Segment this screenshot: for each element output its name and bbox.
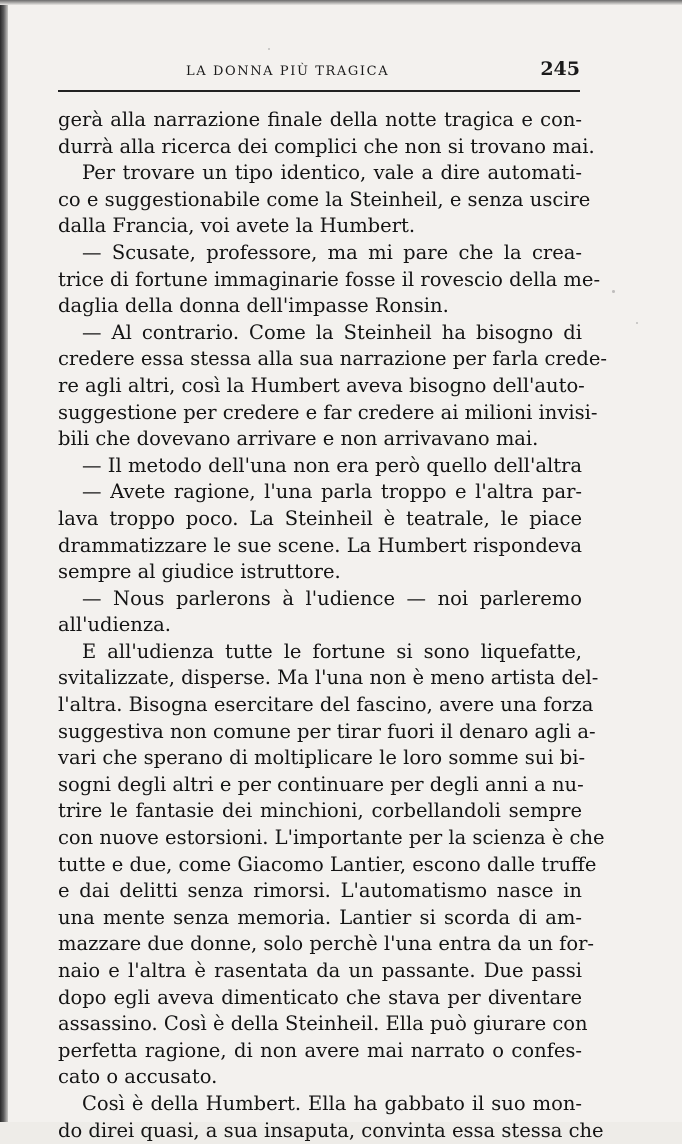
text-line: suggestione per credere e far credere ai milioni invisi- xyxy=(58,400,598,424)
text-line: drammatizzare le sue scene. La Humbert rispondeva xyxy=(58,533,582,557)
text-line: do direi quasi, a sua insaputa, convinta essa stessa che xyxy=(58,1118,604,1142)
text-line: sogni degli altri e per continuare per degli anni a nu- xyxy=(58,772,584,796)
text-line: all'udienza. xyxy=(58,613,171,637)
text-line: l'altra. Bisogna esercitare del fascino, avere una forza xyxy=(58,693,594,717)
paper-speck xyxy=(636,322,638,324)
text-line: dalla Francia, voi avete la Humbert. xyxy=(58,214,416,238)
text-line: E all'udienza tutte le fortune si sono liquefatte, xyxy=(82,639,582,663)
text-line: daglia della donna dell'impasse Ronsin. xyxy=(58,294,449,318)
text-line: — Nous parlerons à l'udience — noi parleremo xyxy=(82,586,582,610)
text-line: gerà alla narrazione finale della notte tragica e con- xyxy=(58,108,582,131)
text-line: vari che sperano di moltiplicare le loro somme sui bi- xyxy=(58,746,586,770)
paper-speck xyxy=(268,48,270,50)
text-line: durrà alla ricerca dei complici che non si trovano mai. xyxy=(58,134,595,158)
page-binding-edge xyxy=(0,0,8,1122)
paper-speck xyxy=(612,290,615,293)
text-line: perfetta ragione, di non avere mai narrato o confes- xyxy=(58,1038,582,1062)
page-header xyxy=(58,58,580,88)
text-line: con nuove estorsioni. L'importante per la scienza è che xyxy=(58,826,605,850)
page-number: 245 xyxy=(540,58,580,80)
running-title: LA DONNA PIÙ TRAGICA xyxy=(186,64,390,79)
body-text xyxy=(58,107,607,1144)
text-line: — Il metodo dell'una non era però quello dell'altra xyxy=(82,453,582,477)
text-line: — Avete ragione, l'una parla troppo e l'altra par- xyxy=(82,480,582,504)
text-line: tutte e due, come Giacomo Lantier, escono dalle truffe xyxy=(58,852,597,876)
text-line: credere essa stessa alla sua narrazione per farla crede- xyxy=(58,347,607,371)
text-line: sempre al giudice istruttore. xyxy=(58,560,341,584)
text-line: — Scusate, professore, ma mi pare che la crea- xyxy=(82,240,582,264)
text-line: re agli altri, così la Humbert aveva bisogno dell'auto- xyxy=(58,373,585,397)
text-line: mazzare due donne, solo perchè l'una entra da un for- xyxy=(58,932,595,956)
header-rule xyxy=(58,90,580,92)
text-line: cato o accusato. xyxy=(58,1065,218,1089)
text-line: lava troppo poco. La Steinheil è teatrale, le piace xyxy=(58,506,582,530)
text-line: trire le fantasie dei minchioni, corbellandoli sempre xyxy=(58,799,582,823)
text-line: bili che dovevano arrivare e non arrivavano mai. xyxy=(58,427,539,451)
text-line: svitalizzate, disperse. Ma l'una non è meno artista del- xyxy=(58,666,599,690)
text-line: assassino. Così è della Steinheil. Ella può giurare con xyxy=(58,1012,588,1036)
text-line: Così è della Humbert. Ella ha gabbato il suo mon- xyxy=(82,1091,582,1115)
text-line: e dai delitti senza rimorsi. L'automatismo nasce in xyxy=(58,879,582,903)
text-line: Per trovare un tipo identico, vale a dire automati- xyxy=(82,161,582,185)
text-line: dopo egli aveva dimenticato che stava per diventare xyxy=(58,985,582,1009)
text-line: naio e l'altra è rasentata da un passante. Due passi xyxy=(58,959,582,982)
text-line: suggestiva non comune per tirar fuori il denaro agli a- xyxy=(58,719,596,743)
text-line: co e suggestionabile come la Steinheil, e senza uscire xyxy=(58,187,591,211)
text-line: una mente senza memoria. Lantier si scorda di am- xyxy=(58,905,582,929)
text-line: — Al contrario. Come la Steinheil ha bisogno di xyxy=(82,320,582,344)
page-top-edge xyxy=(0,0,682,5)
text-line: trice di fortune immaginarie fosse il rovescio della me- xyxy=(58,267,601,291)
